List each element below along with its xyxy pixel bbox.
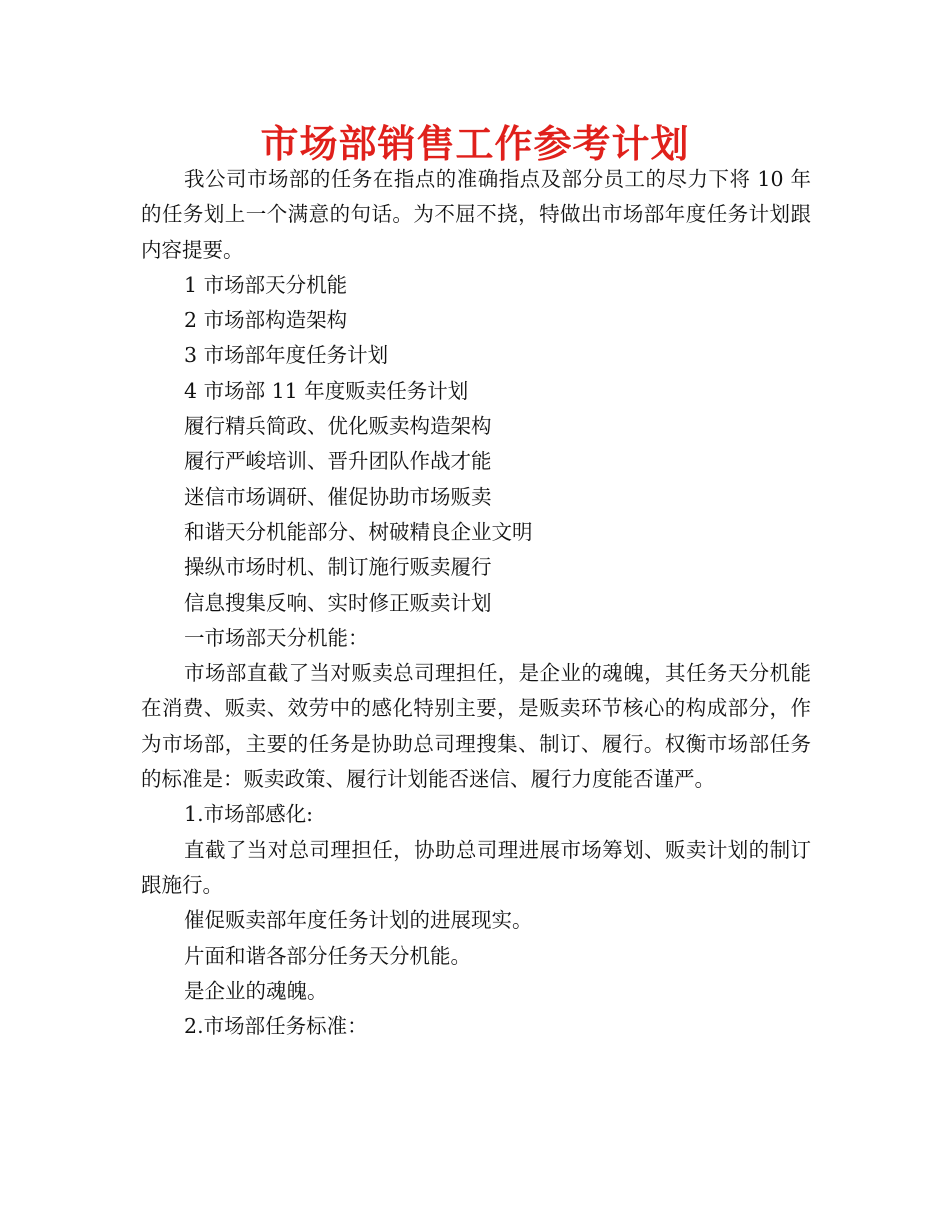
document-title: 市场部销售工作参考计划 [260, 122, 690, 166]
paragraph-role: 直截了当对总司理担任，协助总司理进展市场筹划、贩卖计划的制订跟施行。 [141, 837, 811, 897]
outline-item-2: 2 市场部构造架构 [184, 308, 348, 333]
outline-point: 和谐天分机能部分、树破精良企业文明 [184, 519, 533, 544]
subsection-heading-2: 2.市场部任务标准： [184, 1014, 368, 1039]
paragraph-role: 催促贩卖部年度任务计划的进展现实。 [184, 908, 533, 933]
section-heading-1: 一市场部天分机能： [184, 625, 369, 650]
paragraph-intro: 我公司市场部的任务在指点的准确指点及部分员工的尽力下将 10 年的任务划上一个满意的句话。为不屈不挠，特做出市场部年度任务计划跟内容提要。 [141, 167, 811, 262]
document-body [141, 162, 811, 1044]
outline-item-1: 1 市场部天分机能 [184, 272, 348, 297]
outline-point: 履行严峻培训、晋升团队作战才能 [184, 449, 492, 474]
outline-point: 信息搜集反响、实时修正贩卖计划 [184, 590, 492, 615]
outline-point: 迷信市场调研、催促协助市场贩卖 [184, 484, 492, 509]
outline-item-4: 4 市场部 11 年度贩卖任务计划 [184, 378, 469, 403]
outline-point: 操纵市场时机、制订施行贩卖履行 [184, 555, 492, 580]
paragraph-role: 片面和谐各部分任务天分机能。 [184, 943, 472, 968]
outline-item-3: 3 市场部年度任务计划 [184, 343, 389, 368]
paragraph-section-1: 市场部直截了当对贩卖总司理担任，是企业的魂魄，其任务天分机能在消费、贩卖、效劳中的感化特别主要，是贩卖环节核心的构成部分，作为市场部，主要的任务是协助总司理搜集、制订、履行。权衡市场部任务的标准是：贩卖政策、履行计划能否迷信、履行力度能否谨严。 [141, 661, 811, 792]
paragraph-role: 是企业的魂魄。 [184, 978, 328, 1003]
outline-point: 履行精兵简政、优化贩卖构造架构 [184, 414, 492, 439]
subsection-heading-1: 1.市场部感化: [184, 802, 314, 827]
